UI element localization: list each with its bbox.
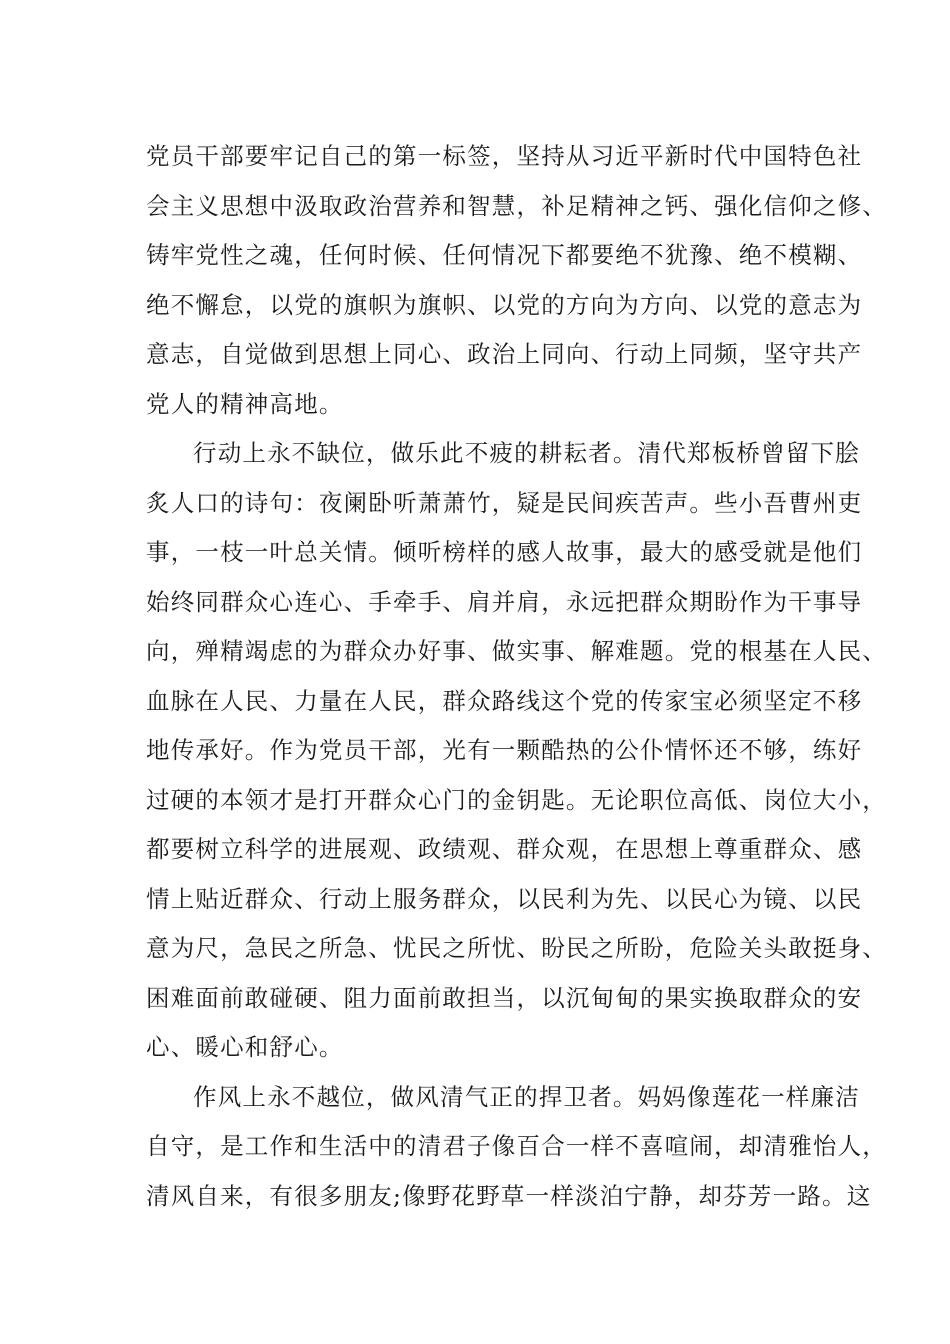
paragraph-3-line: 自守，是工作和生活中的清君子像百合一样不喜喧闹，却清雅怡人， xyxy=(146,1132,887,1160)
paragraph-1-line: 党员干部要牢记自己的第一标签，坚持从习近平新时代中国特色社 xyxy=(146,142,863,170)
paragraph-1-line: 党人的精神高地。 xyxy=(146,389,344,418)
paragraph-2-line: 向，殚精竭虑的为群众办好事、做实事、解难题。党的根基在人民、 xyxy=(146,637,887,665)
paragraph-1-line: 会主义思想中汲取政治营养和智慧，补足精神之钙、强化信仰之修、 xyxy=(146,191,887,220)
document-body xyxy=(146,132,887,1221)
paragraph-1-line: 绝不懈怠，以党的旗帜为旗帜、以党的方向为方向、以党的意志为 xyxy=(146,290,863,319)
paragraph-2-line: 困难面前敢碰硬、阻力面前敢担当，以沉甸甸的果实换取群众的安 xyxy=(146,983,863,1012)
paragraph-2-first-line: 行动上永不缺位，做乐此不疲的耕耘者。清代郑板桥曾留下脍 xyxy=(193,439,860,467)
paragraph-3-first-line: 作风上永不越位，做风清气正的捍卫者。妈妈像莲花一样廉洁 xyxy=(193,1082,860,1111)
paragraph-2-line: 炙人口的诗句：夜阑卧听萧萧竹，疑是民间疾苦声。些小吾曹州吏 xyxy=(146,488,863,517)
paragraph-2-line: 过硬的本领才是打开群众心门的金钥匙。无论职位高低、岗位大小， xyxy=(146,785,887,814)
paragraph-2-line: 心、暖心和舒心。 xyxy=(146,1033,344,1061)
paragraph-2-line: 血脉在人民、力量在人民，群众路线这个党的传家宝必须坚定不移 xyxy=(146,686,863,715)
paragraph-2-line: 事，一枝一叶总关情。倾听榜样的感人故事，最大的感受就是他们 xyxy=(146,538,863,566)
paragraph-2-line: 始终同群众心连心、手牵手、肩并肩，永远把群众期盼作为干事导 xyxy=(146,587,863,616)
paragraph-2-line: 地传承好。作为党员干部，光有一颗酷热的公仆情怀还不够，练好 xyxy=(146,736,863,764)
paragraph-3-line: 清风自来，有很多朋友;像野花野草一样淡泊宁静，却芬芳一路。这 xyxy=(146,1181,872,1210)
paragraph-1-line: 意志，自觉做到思想上同心、政治上同向、行动上同频，坚守共产 xyxy=(146,340,863,368)
paragraph-2-line: 都要树立科学的进展观、政绩观、群众观，在思想上尊重群众、感 xyxy=(146,835,863,863)
paragraph-2-line: 意为尺，急民之所急、忧民之所忧、盼民之所盼，危险关头敢挺身、 xyxy=(146,934,887,962)
paragraph-1-line: 铸牢党性之魂，任何时候、任何情况下都要绝不犹豫、绝不模糊、 xyxy=(146,241,863,269)
paragraph-2-line: 情上贴近群众、行动上服务群众，以民利为先、以民心为镜、以民 xyxy=(146,884,863,913)
